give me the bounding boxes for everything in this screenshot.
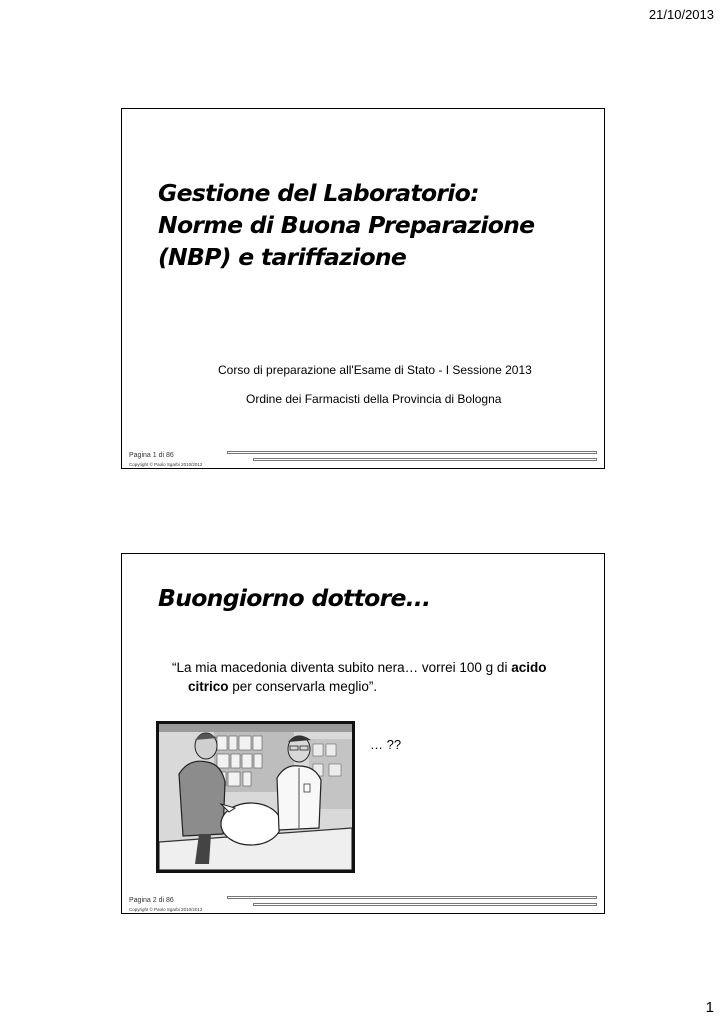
- slide-1-copyright: Copyright © Paolo Sgarbi 2010/2012: [129, 462, 203, 467]
- slide-1: [121, 108, 605, 469]
- page-date: 21/10/2013: [648, 7, 714, 22]
- title-line-3: (NBP) e tariffazione: [158, 243, 407, 271]
- title-line-1: Gestione del Laboratorio:: [158, 179, 479, 207]
- slide-1-subtitle-organization: Ordine dei Farmacisti della Provincia di Bologna: [246, 392, 502, 406]
- pharmacy-cartoon-svg: [159, 724, 352, 870]
- slide-1-page-label: Pagina 1 di 86: [129, 452, 174, 459]
- slide-2-response: … ??: [370, 737, 402, 752]
- footer-line-top: [227, 896, 597, 899]
- page-number: 1: [705, 999, 714, 1016]
- slide-2-title: Buongiorno dottore...: [158, 584, 431, 612]
- quote-text-end: per conservarla meglio”.: [228, 679, 378, 694]
- pharmacy-cartoon-illustration: [156, 721, 355, 873]
- slide-2-quote: [172, 658, 592, 696]
- slide-2-copyright: Copyright © Paolo Sgarbi 2010/2012: [129, 907, 203, 912]
- slide-2: [121, 553, 605, 914]
- footer-line-bottom: [253, 458, 597, 461]
- slide-1-footer-decoration: [227, 451, 597, 463]
- slide-2-page-label: Pagina 2 di 86: [129, 897, 174, 904]
- title-line-2: Norme di Buona Preparazione: [158, 211, 535, 239]
- footer-line-top: [227, 451, 597, 454]
- quote-bold-acido: acido: [511, 660, 547, 675]
- quote-text-start: “La mia macedonia diventa subito nera… vorrei 100 g di: [172, 660, 512, 675]
- slide-1-subtitle-course: Corso di preparazione all'Esame di Stato - I Sessione 2013: [218, 363, 532, 377]
- slide-1-title: [158, 177, 534, 273]
- footer-line-bottom: [253, 903, 597, 906]
- slide-2-footer-decoration: [227, 896, 597, 908]
- quote-bold-citrico: citrico: [188, 679, 229, 694]
